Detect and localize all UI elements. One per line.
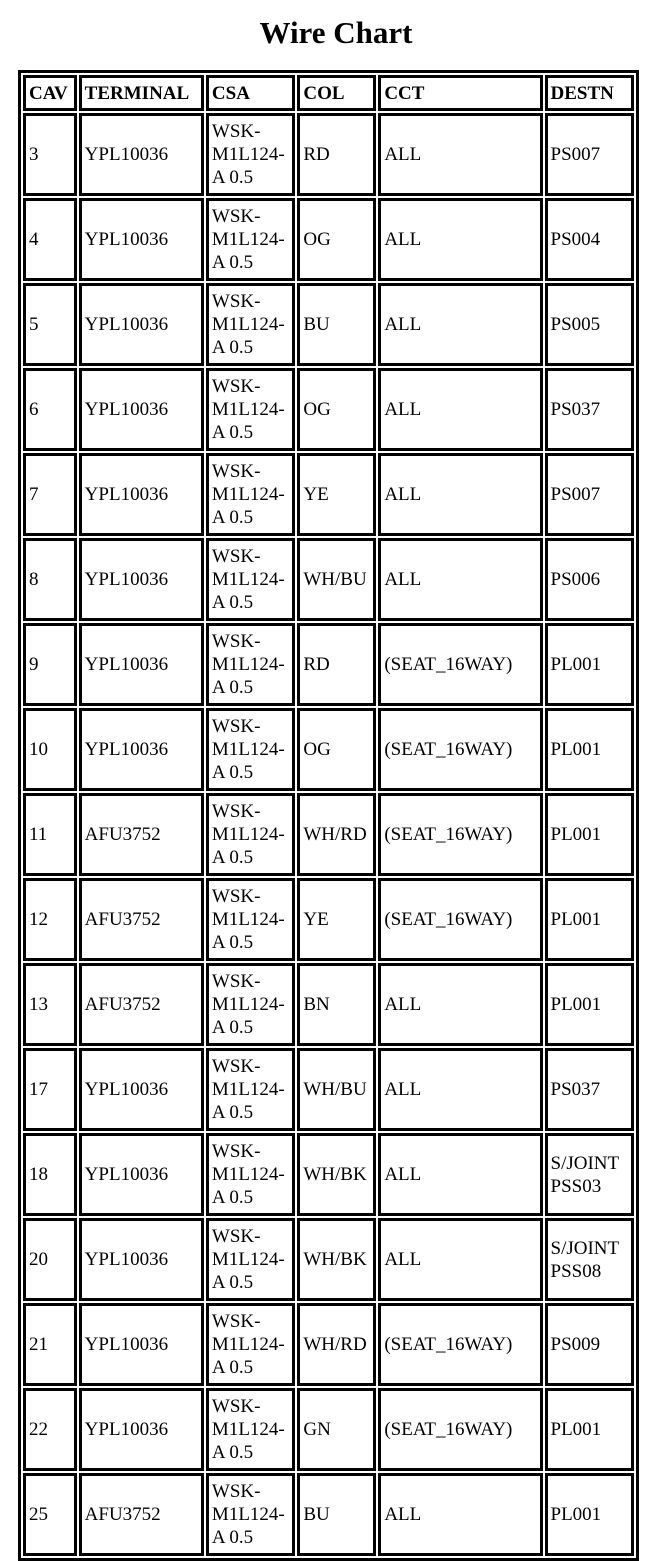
csa-cell-line: A 0.5 [211,422,254,443]
cav-cell: 25 [23,1473,77,1556]
csa-cell-line: A 0.5 [211,252,254,273]
csa-cell-line: A 0.5 [211,677,254,698]
csa-cell-line: M1L124- [211,994,285,1015]
cav-cell: 5 [23,283,77,366]
cct-cell: ALL [378,1048,542,1131]
csa-cell-line: A 0.5 [211,1102,254,1123]
csa-cell-line: A 0.5 [211,1187,254,1208]
cav-cell: 11 [23,793,77,876]
csa-cell-line: M1L124- [211,739,285,760]
terminal-cell: YPL10036 [79,1048,204,1131]
table-row [23,368,634,451]
csa-cell-line: WSK- [211,121,261,142]
destn-cell [545,1218,635,1301]
table-row [23,1388,634,1471]
table-row [23,1473,634,1556]
cct-cell: ALL [378,453,542,536]
terminal-cell: YPL10036 [79,1388,204,1471]
csa-cell [206,1133,295,1216]
csa-cell-line: WSK- [211,716,261,737]
terminal-cell: YPL10036 [79,453,204,536]
col-cell: OG [297,198,376,281]
destn-cell-line: PL001 [550,909,602,930]
destn-cell-line: PL001 [550,1419,602,1440]
csa-cell [206,538,295,621]
csa-cell-line: A 0.5 [211,167,254,188]
header-cct: CCT [378,75,542,111]
csa-cell-line: M1L124- [211,229,285,250]
terminal-cell: AFU3752 [79,963,204,1046]
page-title: Wire Chart [259,15,413,50]
csa-cell [206,453,295,536]
cct-cell: ALL [378,1133,542,1216]
table-row [23,283,634,366]
cct-cell: ALL [378,963,542,1046]
col-cell: OG [297,708,376,791]
csa-cell-line: M1L124- [211,144,285,165]
table-row [23,878,634,961]
destn-cell [545,113,635,196]
csa-cell-line: M1L124- [211,1164,285,1185]
destn-cell-line: PS009 [550,1334,601,1355]
header-terminal: TERMINAL [79,75,204,111]
terminal-cell: YPL10036 [79,113,204,196]
destn-cell-line: PL001 [550,994,602,1015]
col-cell: RD [297,113,376,196]
terminal-cell: AFU3752 [79,1473,204,1556]
destn-cell-line: PL001 [550,824,602,845]
cct-cell: ALL [378,198,542,281]
cct-cell: (SEAT_16WAY) [378,1388,542,1471]
destn-cell-line: PS037 [550,1079,601,1100]
table-row [23,453,634,536]
destn-cell [545,453,635,536]
csa-cell [206,963,295,1046]
csa-cell [206,793,295,876]
csa-cell-line: WSK- [211,1056,261,1077]
cct-cell: (SEAT_16WAY) [378,623,542,706]
csa-cell-line: M1L124- [211,569,285,590]
cct-cell: (SEAT_16WAY) [378,1303,542,1386]
terminal-cell: AFU3752 [79,793,204,876]
csa-cell [206,623,295,706]
csa-cell-line: A 0.5 [211,1527,254,1548]
destn-cell-line: PS007 [550,484,601,505]
cav-cell: 20 [23,1218,77,1301]
cct-cell: (SEAT_16WAY) [378,878,542,961]
cct-cell: ALL [378,113,542,196]
terminal-cell: YPL10036 [79,1133,204,1216]
table-row [23,1133,634,1216]
table-row [23,963,634,1046]
destn-cell [545,1473,635,1556]
destn-cell-line: PSS08 [550,1260,602,1282]
destn-cell-line: PS007 [550,144,601,165]
cav-cell: 9 [23,623,77,706]
cct-cell: ALL [378,283,542,366]
csa-cell [206,113,295,196]
destn-cell-line: PL001 [550,654,602,675]
csa-cell [206,198,295,281]
destn-cell [545,198,635,281]
cav-cell: 6 [23,368,77,451]
destn-cell-line: S/JOINT [550,1152,620,1174]
cct-cell: (SEAT_16WAY) [378,708,542,791]
terminal-cell: YPL10036 [79,1303,204,1386]
col-cell: WH/RD [297,1303,376,1386]
csa-cell [206,283,295,366]
csa-cell [206,368,295,451]
csa-cell-line: A 0.5 [211,337,254,358]
wire-chart-table [18,70,639,1561]
csa-cell-line: A 0.5 [211,507,254,528]
csa-cell [206,1048,295,1131]
col-cell: BU [297,283,376,366]
table-body [23,113,634,1556]
csa-cell-line: WSK- [211,376,261,397]
csa-cell-line: M1L124- [211,824,285,845]
cav-cell: 3 [23,113,77,196]
csa-cell-line: A 0.5 [211,932,254,953]
destn-cell [545,283,635,366]
col-cell: OG [297,368,376,451]
table-row [23,113,634,196]
table-row [23,538,634,621]
terminal-cell: YPL10036 [79,368,204,451]
table-row [23,623,634,706]
terminal-cell: YPL10036 [79,283,204,366]
terminal-cell: YPL10036 [79,538,204,621]
destn-cell-line: S/JOINT [550,1237,620,1259]
cav-cell: 4 [23,198,77,281]
csa-cell [206,878,295,961]
destn-cell-line: PS004 [550,229,601,250]
csa-cell-line: M1L124- [211,1419,285,1440]
col-cell: WH/BU [297,538,376,621]
destn-cell [545,1048,635,1131]
csa-cell [206,1473,295,1556]
csa-cell-line: M1L124- [211,654,285,675]
cav-cell: 12 [23,878,77,961]
terminal-cell: YPL10036 [79,1218,204,1301]
destn-cell [545,793,635,876]
csa-cell-line: A 0.5 [211,1442,254,1463]
cav-cell: 7 [23,453,77,536]
destn-cell-line: PSS03 [550,1175,602,1197]
col-cell: WH/BK [297,1133,376,1216]
destn-cell-line: PL001 [550,1504,602,1525]
header-cav: CAV [23,75,77,111]
csa-cell-line: M1L124- [211,1079,285,1100]
table-row [23,1218,634,1301]
csa-cell-line: A 0.5 [211,1272,254,1293]
header-csa: CSA [206,75,295,111]
csa-cell-line: WSK- [211,1226,261,1247]
terminal-cell: YPL10036 [79,198,204,281]
csa-cell-line: A 0.5 [211,762,254,783]
csa-cell-line: M1L124- [211,399,285,420]
csa-cell-line: WSK- [211,631,261,652]
destn-cell [545,538,635,621]
csa-cell-line: WSK- [211,206,261,227]
csa-cell-line: WSK- [211,886,261,907]
destn-cell [545,1303,635,1386]
csa-cell-line: M1L124- [211,314,285,335]
destn-cell-line: PS005 [550,314,601,335]
col-cell: YE [297,453,376,536]
cav-cell: 18 [23,1133,77,1216]
col-cell: BN [297,963,376,1046]
csa-cell-line: WSK- [211,1141,261,1162]
csa-cell-line: WSK- [211,1311,261,1332]
header-col: COL [297,75,376,111]
csa-cell [206,1388,295,1471]
csa-cell-line: WSK- [211,546,261,567]
destn-cell-line: PS037 [550,399,601,420]
csa-cell-line: WSK- [211,461,261,482]
col-cell: GN [297,1388,376,1471]
table-row [23,1048,634,1131]
csa-cell-line: A 0.5 [211,592,254,613]
col-cell: WH/BU [297,1048,376,1131]
csa-cell-line: M1L124- [211,909,285,930]
cav-cell: 13 [23,963,77,1046]
csa-cell-line: M1L124- [211,1249,285,1270]
cct-cell: ALL [378,1473,542,1556]
col-cell: BU [297,1473,376,1556]
cav-cell: 10 [23,708,77,791]
csa-cell-line: WSK- [211,801,261,822]
cct-cell: ALL [378,538,542,621]
csa-cell-line: WSK- [211,291,261,312]
destn-cell [545,1388,635,1471]
destn-cell [545,623,635,706]
destn-cell-line: PS006 [550,569,601,590]
col-cell: YE [297,878,376,961]
cct-cell: ALL [378,368,542,451]
cav-cell: 17 [23,1048,77,1131]
csa-cell-line: M1L124- [211,1504,285,1525]
header-destn: DESTN [545,75,635,111]
destn-cell [545,878,635,961]
csa-cell-line: WSK- [211,971,261,992]
terminal-cell: YPL10036 [79,623,204,706]
csa-cell-line: A 0.5 [211,1017,254,1038]
destn-cell-line: PL001 [550,739,602,760]
cct-cell: (SEAT_16WAY) [378,793,542,876]
csa-cell [206,708,295,791]
csa-cell-line: M1L124- [211,1334,285,1355]
table-row [23,198,634,281]
terminal-cell: YPL10036 [79,708,204,791]
col-cell: WH/RD [297,793,376,876]
header-row [23,75,634,111]
csa-cell [206,1218,295,1301]
csa-cell-line: WSK- [211,1396,261,1417]
col-cell: WH/BK [297,1218,376,1301]
cav-cell: 8 [23,538,77,621]
terminal-cell: AFU3752 [79,878,204,961]
cct-cell: ALL [378,1218,542,1301]
csa-cell-line: A 0.5 [211,1357,254,1378]
destn-cell [545,1133,635,1216]
table-row [23,1303,634,1386]
cav-cell: 22 [23,1388,77,1471]
table-row [23,793,634,876]
destn-cell [545,368,635,451]
csa-cell-line: M1L124- [211,484,285,505]
csa-cell-line: WSK- [211,1481,261,1502]
col-cell: RD [297,623,376,706]
csa-cell [206,1303,295,1386]
destn-cell [545,708,635,791]
cav-cell: 21 [23,1303,77,1386]
table-row [23,708,634,791]
destn-cell [545,963,635,1046]
csa-cell-line: A 0.5 [211,847,254,868]
